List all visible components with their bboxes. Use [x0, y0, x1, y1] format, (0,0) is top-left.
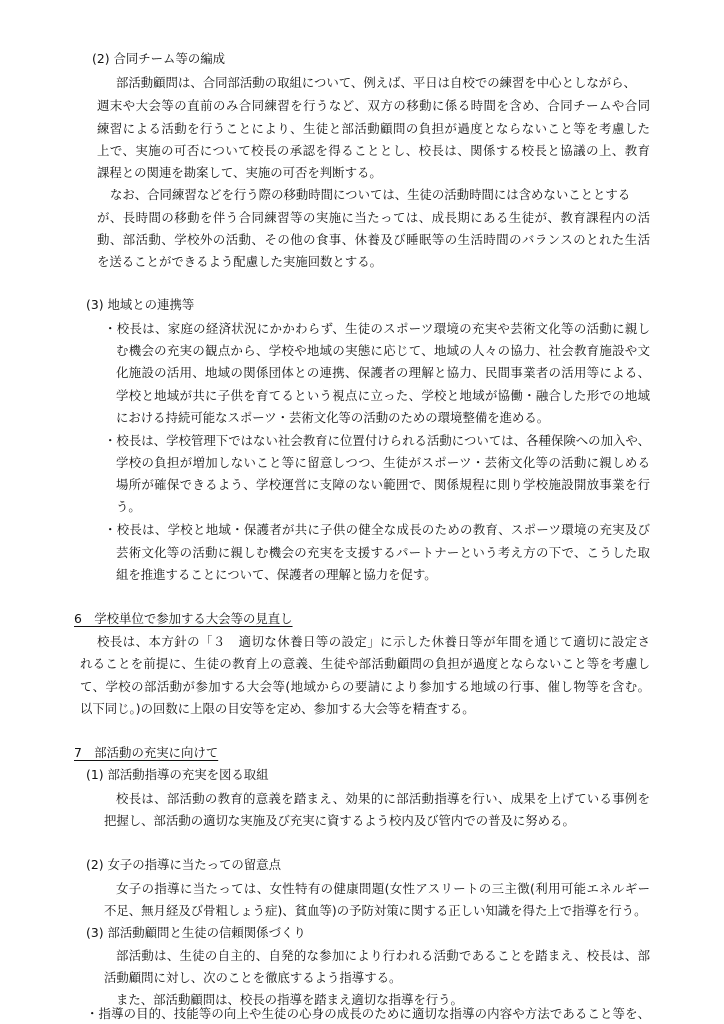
- text-line: ・校長は、学校管理下ではない社会教育に位置付けられる活動については、各種保険への加入や、: [104, 433, 650, 448]
- text-line: なお、合同練習などを行う際の移動時間については、生徒の活動時間には含めないこととする: [110, 187, 631, 202]
- section-heading-joint-team: (2) 合同チーム等の編成: [92, 51, 226, 66]
- text-line: における持続可能なスポーツ・芸術文化等の活動のための環境整備を進める。: [116, 410, 550, 425]
- text-line: 部活動は、生徒の自主的、自発的な参加により行われる活動であることを踏まえ、校長は、部: [116, 948, 650, 963]
- text-line: 部活動顧問は、合同部活動の取組について、例えば、平日は自校での練習を中心としながら、: [116, 75, 636, 90]
- text-line: 練習による活動を行うことにより、生徒と部活動顧問の負担が過度とならないこと等を考慮した: [97, 121, 650, 136]
- text-line: ・指導の目的、技能等の向上や生徒の心身の成長のために適切な指導の内容や方法であること等を、: [86, 1006, 650, 1021]
- text-line: 活動顧問に対し、次のことを徹底するよう指導する。: [104, 970, 402, 985]
- text-line: 学校の負担が増加しないこと等に留意しつつ、生徒がスポーツ・芸術文化等の活動に親しめる: [116, 455, 650, 470]
- text-line: 学校と地域が共に子供を育てるという視点に立った、学校と地域が協働・融合した形での地域: [116, 388, 650, 403]
- text-line: 上で、実施の可否について校長の承認を得ることとし、校長は、関係する校長と協議の上、教育: [97, 143, 650, 158]
- text-line: う。: [116, 499, 141, 514]
- text-line: て、学校の部活動が参加する大会等(地域からの要請により参加する地域の行事、催し物等を含む。: [80, 679, 650, 694]
- text-line: 校長は、本方針の「３ 適切な休養日等の設定」に示した休養日等が年間を通じて適切に設定さ: [97, 634, 650, 649]
- text-line: ・校長は、家庭の経済状況にかかわらず、生徒のスポーツ環境の充実や芸術文化等の活動に親し: [104, 321, 650, 336]
- subsection-heading-female-athletes: (2) 女子の指導に当たっての留意点: [86, 857, 281, 872]
- text-line: 化施設の活用、地域の関係団体との連携、保護者の理解と協力、民間事業者の活用等による、: [116, 365, 650, 380]
- subsection-heading-trust: (3) 部活動顧問と生徒の信頼関係づくり: [86, 925, 306, 940]
- subsection-heading-guidance: (1) 部活動指導の充実を図る取組: [86, 767, 269, 782]
- text-line: 不足、無月経及び骨粗しょう症)、貧血等)の予防対策に関する正しい知識を得た上で指導を行う。: [104, 903, 647, 918]
- text-line: 組を推進することについて、保護者の理解と協力を促す。: [116, 567, 437, 582]
- text-line: 女子の指導に当たっては、女性特有の健康問題(女性アスリートの三主徴(利用可能エネルギー: [116, 881, 650, 896]
- text-line: 課程との関連を勘案して、実施の可否を判断する。: [97, 165, 382, 180]
- text-line: ・校長は、学校と地域・保護者が共に子供の健全な成長のための教育、スポーツ環境の充実及び: [104, 522, 650, 537]
- text-line: 週末や大会等の直前のみ合同練習を行うなど、双方の移動に係る時間を含め、合同チームや合同: [97, 98, 650, 113]
- text-line: を送ることができるよう配慮した実施回数とする。: [97, 254, 382, 269]
- section-heading-enrichment: 7 部活動の充実に向けて: [74, 745, 219, 760]
- text-line: 場所が確保できるよう、学校運営に支障のない範囲で、関係規程に則り学校施設開放事業を行: [116, 477, 650, 492]
- text-line: む機会の充実の観点から、学校や地域の実態に応じて、地域の人々の協力、社会教育施設や文: [116, 343, 650, 358]
- text-line: 校長は、部活動の教育的意義を踏まえ、効果的に部活動指導を行い、成果を上げている事例を: [116, 791, 650, 806]
- section-heading-tournaments: 6 学校単位で参加する大会等の見直し: [74, 611, 293, 626]
- text-line: 把握し、部活動の適切な実施及び充実に資するよう校内及び管内での普及に努める。: [104, 813, 575, 828]
- text-line: 以下同じ。)の回数に上限の目安等を定め、参加する大会等を精査する。: [80, 701, 475, 716]
- paragraph-trust-2: また、部活動顧問は、校長の指導を踏まえ適切な指導を行う。: [116, 992, 463, 1007]
- text-line: が、長時間の移動を伴う合同練習等の実施に当たっては、成長期にある生徒が、教育課程内の活: [97, 210, 650, 225]
- text-line: れることを前提に、生徒の教育上の意義、生徒や部活動顧問の負担が過度とならないこと等を考慮し: [80, 656, 650, 671]
- section-heading-community: (3) 地域との連携等: [86, 297, 195, 312]
- text-line: 動、部活動、学校外の活動、その他の食事、休養及び睡眠等の生活時間のバランスのとれた生活: [97, 232, 650, 247]
- text-line: 芸術文化等の活動に親しむ機会の充実を支援するパートナーという考え方の下で、こうした取: [116, 545, 650, 560]
